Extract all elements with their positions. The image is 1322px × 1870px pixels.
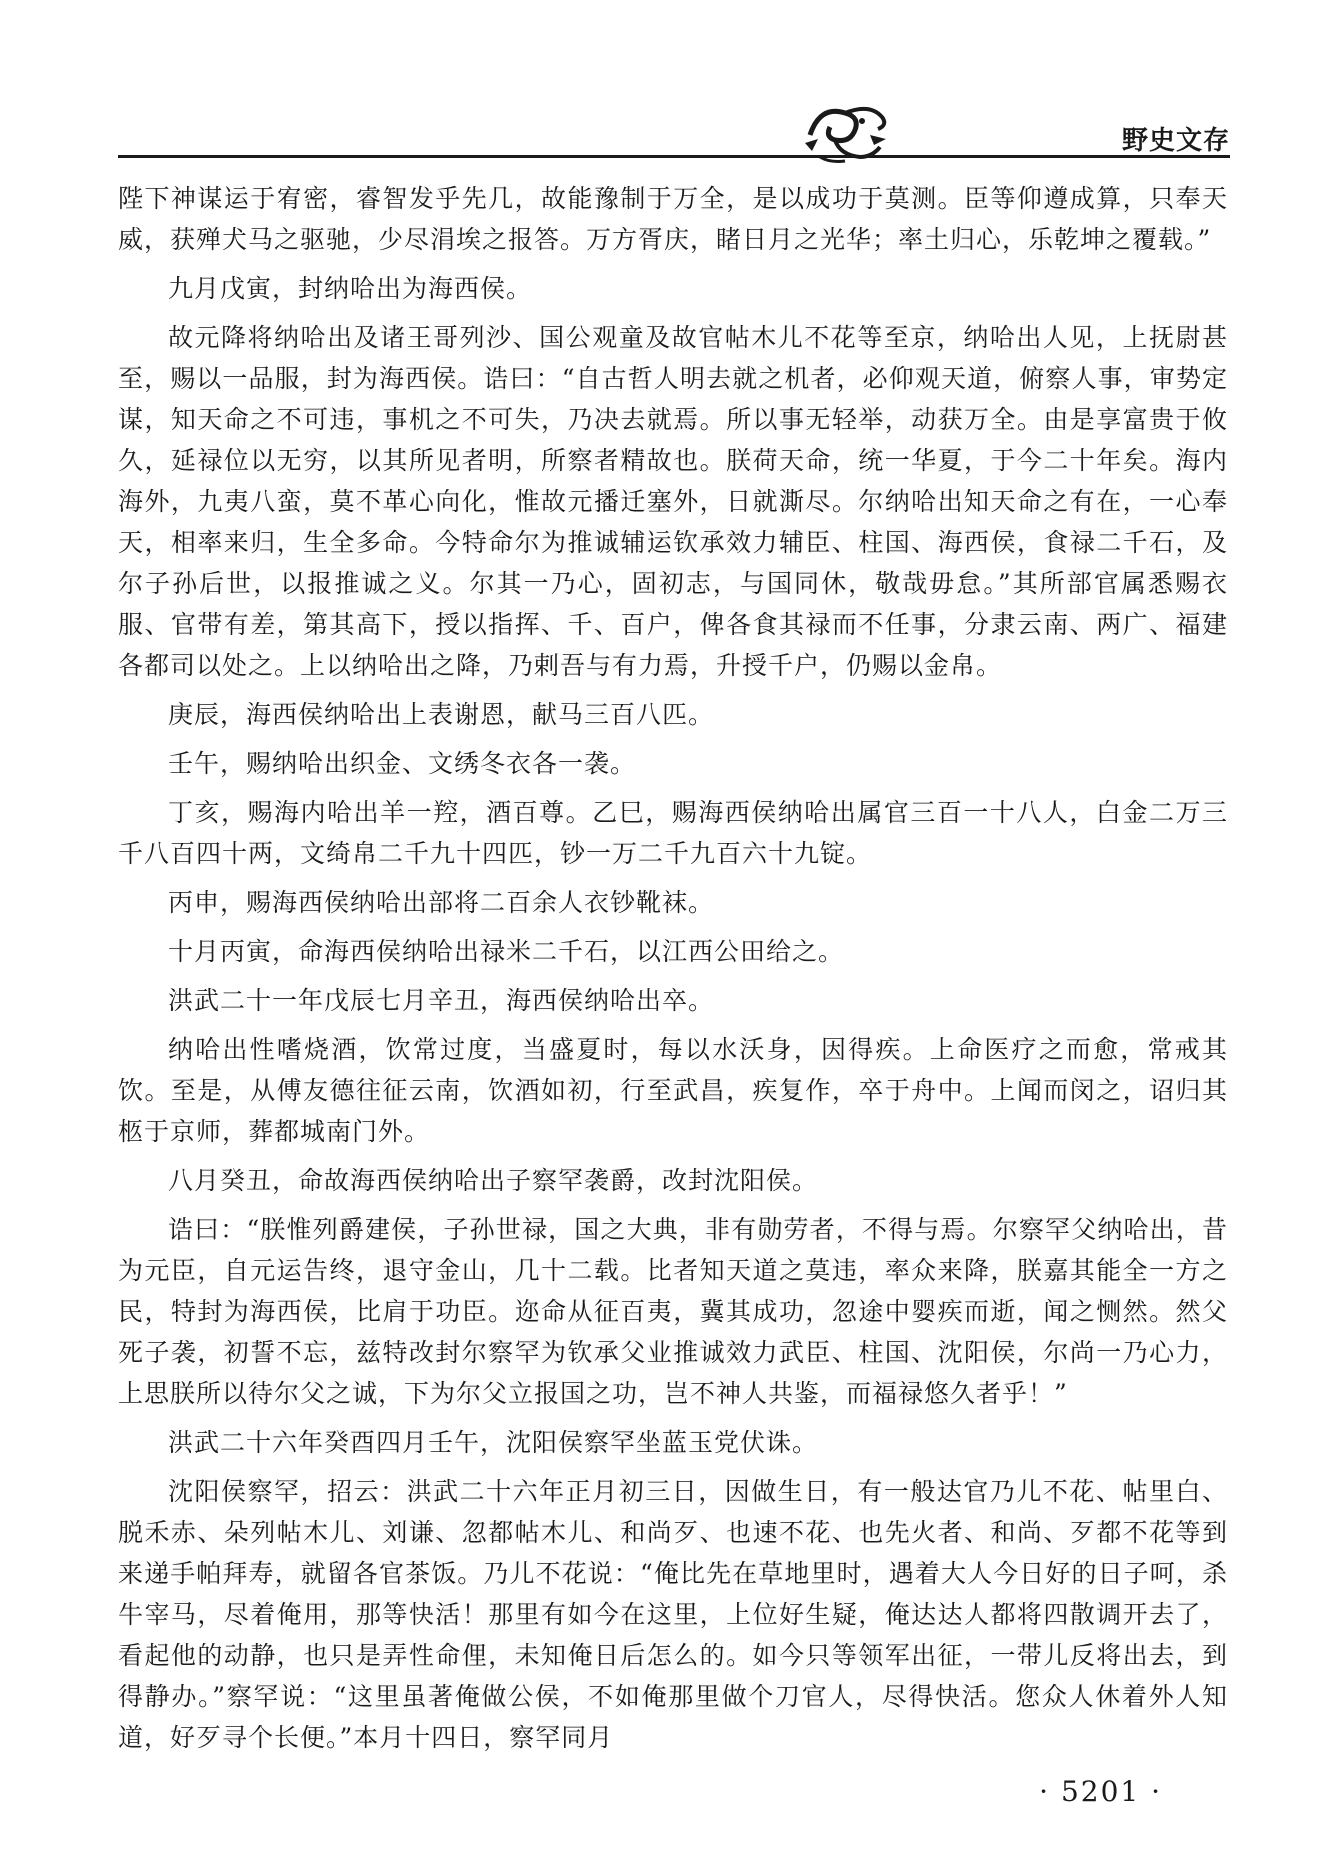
paragraph: 陛下神谋运于宥密，睿智发乎先几，故能豫制于万全，是以成功于莫测。臣等仰遵成算，只奉天威，获殚犬马之驱驰，少尽涓埃之报答。万方胥庆，睹日月之光华；率土归心，乐乾坤之覆载。”	[118, 184, 1228, 254]
paragraph: 沈阳侯察罕，招云：洪武二十六年正月初三日，因做生日，有一般达官乃儿不花、帖里白、脱禾赤、朵列帖木儿、刘谦、忽都帖木儿、和尚歹、也速不花、也先火者、和尚、歹都不花等到来递手帕拜寿，就留各官茶饭。乃儿不花说：“俺比先在草地里时，遇着大人今日好的日子呵，杀牛宰马，尽着俺用，那等快活！那里有如今在这里，上位好生疑，俺达达人都将四散调开去了，看起他的动静，也只是弄性命俚，未知俺日后怎么的。如今只等领军出征，一带儿反将出去，到得静办。”察罕说：“这里虽著俺做公侯，不如俺那里做个刀官人，尽得快活。您众人休着外人知道，好歹寻个长便。”本月十四日，察罕同月	[118, 1477, 1228, 1752]
paragraph: 丁亥，赐海内哈出羊一羫，酒百尊。乙巳，赐海西侯纳哈出属官三百一十八人，白金二万三千八百四十两，文绮帛二千九十四匹，钞一万二千九百六十九锭。	[118, 798, 1228, 868]
running-title: 野史文存	[1121, 126, 1230, 156]
header-rule	[118, 155, 1230, 158]
paragraph: 诰曰：“朕惟列爵建侯，子孙世禄，国之大典，非有勋劳者，不得与焉。尔察罕父纳哈出，昔为元臣，自元运告终，退守金山，几十二载。比者知天道之莫违，率众来降，朕嘉其能全一方之民，特封为海西侯，比肩于功臣。迩命从征百夷，冀其成功，忽途中婴疾而逝，闻之恻然。然父死子袭，初誓不忘，兹特改封尔察罕为钦承父业推诚效力武臣、柱国、沈阳侯，尔尚一乃心力，上思朕所以待尔父之诚，下为尔父立报国之功，岂不神人共鉴，而福禄悠久者乎！”	[118, 1215, 1228, 1408]
paragraph: 十月丙寅，命海西侯纳哈出禄米二千石，以江西公田给之。	[168, 937, 845, 966]
page-header	[0, 95, 1322, 175]
paragraph: 庚辰，海西侯纳哈出上表谢恩，献马三百八匹。	[168, 700, 715, 729]
paragraph: 洪武二十一年戊辰七月辛丑，海西侯纳哈出卒。	[168, 986, 715, 1015]
paragraph: 故元降将纳哈出及诸王哥列沙、国公观童及故官帖木儿不花等至京，纳哈出人见，上抚尉甚至，赐以一品服，封为海西侯。诰曰：“自古哲人明去就之机者，必仰观天道，俯察人事，审势定谋，知天命之不可违，事机之不可失，乃决去就焉。所以事无轻举，动获万全。由是享富贵于攸久，延禄位以无穷，以其所见者明，所察者精故也。朕荷天命，统一华夏，于今二十年矣。海内海外，九夷八蛮，莫不革心向化，惟故元播迁塞外，日就澌尽。尔纳哈出知天命之有在，一心奉天，相率来归，生全多命。今特命尔为推诚辅运钦承效力辅臣、柱国、海西侯，食禄二千石，及尔子孙后世，以报推诚之义。尔其一乃心，固初志，与国同休，敬哉毋怠。”其所部官属悉赐衣服、官带有差，第其高下，授以指挥、千、百户，俾各食其禄而不任事，分隶云南、两广、福建各都司以处之。上以纳哈出之降，乃剌吾与有力焉，升授千户，仍赐以金帛。	[118, 323, 1228, 680]
paragraph: 丙申，赐海西侯纳哈出部将二百余人衣钞靴袜。	[168, 888, 715, 917]
paragraph: 洪武二十六年癸酉四月壬午，沈阳侯察罕坐蓝玉党伏诛。	[168, 1428, 819, 1457]
body-text	[118, 178, 1228, 1766]
paragraph: 八月癸丑，命故海西侯纳哈出子察罕袭爵，改封沈阳侯。	[168, 1166, 819, 1195]
paragraph: 九月戊寅，封纳哈出为海西侯。	[168, 274, 533, 303]
paragraph: 纳哈出性嗜烧酒，饮常过度，当盛夏时，每以水沃身，因得疾。上命医疗之而愈，常戒其饮。至是，从傅友德往征云南，饮酒如初，行至武昌，疾复作，卒于舟中。上闻而闵之，诏归其柩于京师，葬都城南门外。	[118, 1035, 1228, 1146]
paragraph: 壬午，赐纳哈出织金、文绣冬衣各一袭。	[168, 749, 637, 778]
page-number: · 5201 ·	[1039, 1775, 1162, 1808]
